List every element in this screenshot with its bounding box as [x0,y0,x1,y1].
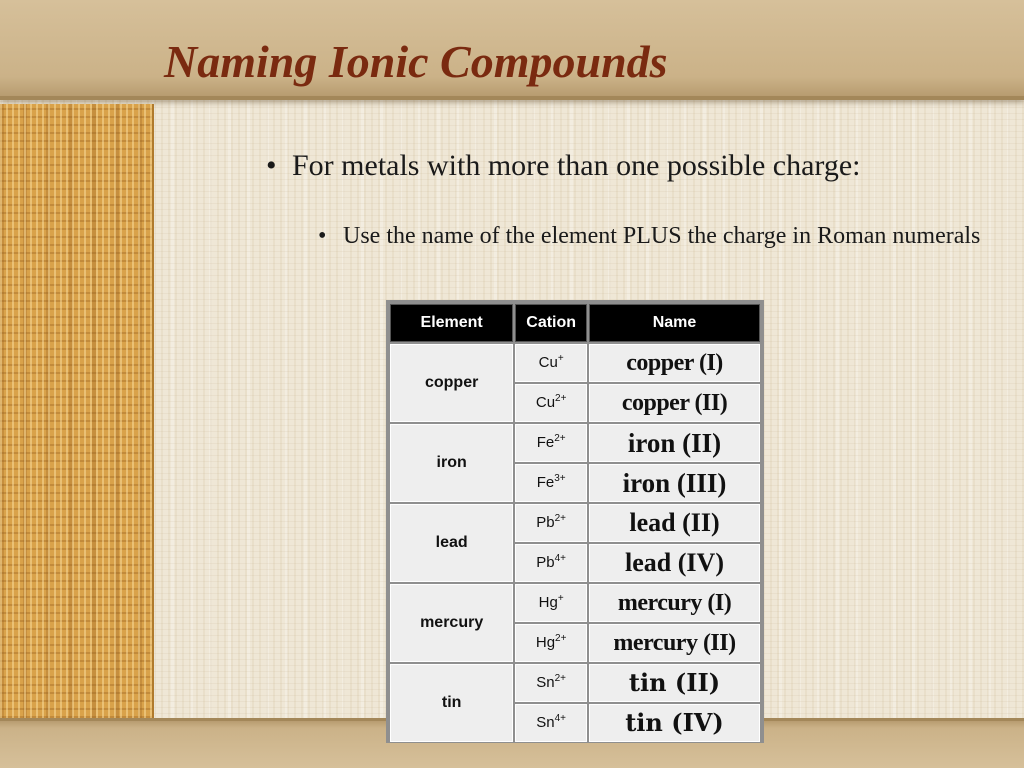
name-cell: mercury (II) [589,624,760,662]
cation-charge: + [557,353,564,364]
cation-cell [515,624,587,662]
cation-cell [515,464,587,502]
bullet-marker: • [318,223,327,249]
name-cell: lead (II) [589,504,760,542]
table [388,302,762,744]
table-row [390,344,760,382]
cation-cell [515,664,587,702]
element-cell: iron [390,424,513,502]
cation-cell [515,344,587,382]
cation-charge: + [557,593,564,604]
cation-symbol: Cu [538,354,558,371]
cation-symbol: Fe [536,474,555,491]
cation-symbol: Hg [538,594,558,611]
element-cell: copper [390,344,513,422]
cation-charge: 4+ [554,713,567,724]
name-cell: iron (III) [589,464,760,502]
cation-symbol: Cu [535,394,556,411]
cation-symbol: Sn [536,674,555,691]
table-row [390,504,760,542]
decorative-side-panel [0,104,154,718]
cation-charge: 2+ [555,393,567,404]
header-element: Element [390,304,513,342]
cation-cell [515,504,587,542]
name-cell: iron (II) [589,424,760,462]
cation-cell [515,384,587,422]
bullet-marker: • [266,149,277,182]
name-cell: copper (II) [589,384,760,422]
name-cell: mercury (I) [589,584,760,622]
name-cell: tin (II) [589,664,760,702]
cation-symbol: Fe [536,434,555,451]
cation-symbol: Sn [536,714,555,731]
cation-charge: 2+ [554,433,566,444]
table-row [390,664,760,702]
cation-symbol: Pb [536,554,555,571]
cation-symbol: Hg [535,634,556,651]
cation-charge: 3+ [554,473,566,484]
cation-charge: 2+ [555,633,567,644]
element-cell: mercury [390,584,513,662]
cation-cell [515,424,587,462]
header-cation: Cation [515,304,587,342]
table-header-row [390,304,760,342]
cation-naming-table [386,300,764,743]
table-row [390,584,760,622]
name-cell: lead (IV) [589,544,760,582]
header-name: Name [589,304,760,342]
element-cell: tin [390,664,513,742]
name-cell: copper (I) [589,344,760,382]
cation-cell [515,704,587,742]
bullet-level-2 [318,220,1008,253]
cation-charge: 4+ [554,553,567,564]
bullet-text: Use the name of the element PLUS the charge in Roman numerals [343,223,981,249]
cation-symbol: Pb [536,514,555,531]
cation-cell [515,544,587,582]
bullet-level-1 [266,147,1006,185]
element-cell: lead [390,504,513,582]
cation-charge: 2+ [554,513,567,524]
cation-cell [515,584,587,622]
table-row [390,424,760,462]
cation-charge: 2+ [554,673,567,684]
slide-title: Naming Ionic Compounds [164,36,668,87]
name-cell: tin (IV) [589,704,760,742]
bullet-text: For metals with more than one possible charge: [292,149,861,182]
